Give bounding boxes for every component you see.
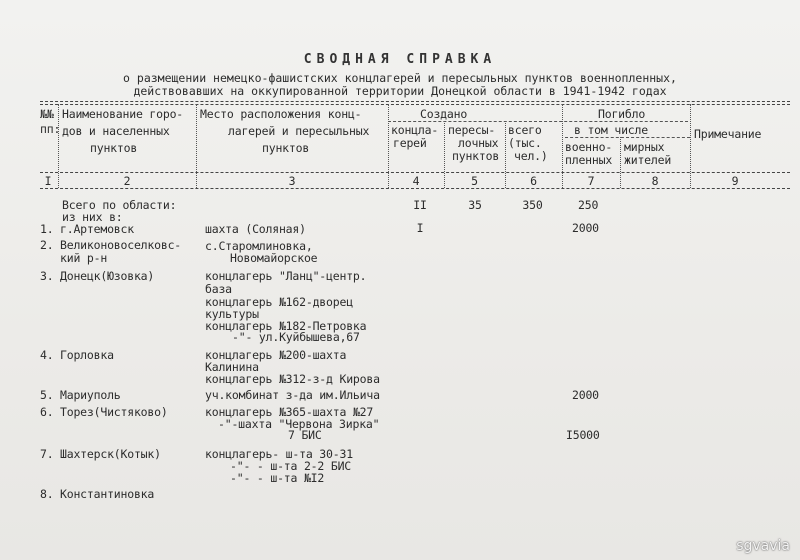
header-col4-line2: герей	[393, 136, 427, 150]
table-top-rule	[40, 101, 790, 102]
document-subtitle-line-1: о размещении немецко-фашистских концлагерей и пересыльных пунктов военнопленных,	[123, 71, 677, 85]
header-group-died: Погибло	[598, 107, 646, 121]
row-5-pow: 2000	[572, 388, 599, 402]
row-4-place-line2: Калинина	[205, 360, 259, 374]
row-1-pow: 2000	[572, 221, 599, 235]
header-col3-line2: лагерей и пересыльных	[228, 124, 370, 138]
totals-sublabel: из них в:	[62, 210, 123, 224]
row-6-city: Торез(Чистяково)	[60, 405, 168, 419]
document-subtitle-line-2: действовавших на оккупированной территории Донецкой области в 1941-1942 годах	[133, 84, 667, 98]
header-col3-line3: пунктов	[262, 141, 310, 155]
row-7-place-line3: -"- - ш-та №I2	[230, 471, 325, 485]
row-5-number: 5.	[40, 388, 54, 402]
row-6-pow: I5000	[566, 428, 600, 442]
header-col6-line1: всего	[508, 123, 542, 137]
header-col8-line1: мирных	[624, 140, 665, 154]
header-bottom-rule	[40, 172, 790, 173]
header-group-died-sub: в том числе	[574, 123, 648, 137]
header-col5-line3: пунктов	[452, 149, 500, 163]
row-2-city-line1: Великоновоселковс-	[60, 238, 182, 252]
row-1-camps: I	[416, 221, 424, 235]
header-col8-line2: жителей	[624, 153, 672, 167]
column-number-6: 6	[530, 174, 537, 188]
column-number-5: 5	[471, 174, 478, 188]
row-6-place-line1: концлагерь №365-шахта №27	[205, 405, 374, 419]
column-number-4: 4	[412, 174, 420, 188]
row-1-place: шахта (Соляная)	[205, 222, 306, 236]
row-1-city: г.Артемовск	[60, 222, 134, 236]
column-number-1: I	[44, 174, 52, 188]
header-col9: Примечание	[694, 127, 762, 141]
row-4-city: Горловка	[60, 348, 114, 362]
row-6-number: 6.	[40, 405, 54, 419]
header-group-created: Создано	[420, 107, 468, 121]
row-3-place-line1: концлагерь "Ланц"-центр.	[205, 269, 367, 283]
totals-pow: 250	[578, 198, 599, 212]
row-3-place-line4: культуры	[205, 307, 259, 321]
row-3-place-line6: -"- ул.Куйбышева,67	[232, 330, 360, 344]
column-number-2: 2	[123, 174, 131, 188]
header-col1-line1: №№	[40, 107, 54, 121]
row-6-place-line3: 7 БИС	[288, 428, 322, 442]
header-col2-line3: пунктов	[90, 141, 138, 155]
header-subgroup-rule	[565, 137, 690, 138]
row-5-city: Мариуполь	[60, 388, 121, 402]
totals-total: 350	[522, 198, 543, 212]
header-col3-line1: Место расположения конц-	[200, 107, 362, 121]
row-2-number: 2.	[40, 238, 54, 252]
column-number-8: 8	[651, 174, 659, 188]
header-col1-line2: пп:	[40, 122, 61, 136]
header-col5-line1: пересы-	[448, 123, 496, 137]
row-3-place-line3: концлагерь №162-дворец	[205, 295, 353, 309]
row-7-city: Шахтерск(Котык)	[60, 447, 161, 461]
row-7-place-line1: концлагерь- ш-та 30-31	[205, 447, 353, 461]
watermark: sgvavia	[736, 538, 790, 554]
totals-camps: II	[413, 198, 427, 212]
row-3-number: 3.	[40, 269, 54, 283]
row-2-place-line2: Новомайорское	[230, 251, 318, 265]
row-8-city: Константиновка	[60, 487, 155, 501]
row-5-place: уч.комбинат з-да им.Ильича	[205, 388, 380, 402]
row-3-place-line5: концлагерь №182-Петровка	[205, 319, 367, 333]
header-col6-line2: (тыс.	[508, 136, 542, 150]
header-col7-line1: военно-	[565, 140, 613, 154]
header-group-rule	[388, 121, 688, 122]
header-col2-line1: Наименование горо-	[62, 107, 184, 121]
row-8-number: 8.	[40, 487, 54, 501]
row-3-city: Донецк(Юзовка)	[60, 269, 155, 283]
header-col5-line2: лочных	[458, 136, 499, 150]
document-title: СВОДНАЯ СПРАВКА	[303, 52, 497, 67]
totals-transit: 35	[468, 198, 482, 212]
row-7-place-line2: -"- - ш-та 2-2 БИС	[230, 459, 352, 473]
row-3-place-line2: база	[205, 282, 232, 296]
table-top-rule-double	[40, 104, 790, 105]
column-number-7: 7	[587, 174, 595, 188]
header-col2-line2: дов и населенных	[62, 124, 170, 138]
row-4-place-line1: концлагерь №200-шахта	[205, 348, 347, 362]
header-col6-line3: чел.)	[514, 149, 548, 163]
row-1-number: 1.	[40, 222, 54, 236]
number-row-bottom-rule	[40, 188, 790, 189]
row-2-city-line2: кий р-н	[60, 251, 108, 265]
totals-label: Всего по области:	[62, 198, 177, 212]
row-2-place-line1: с.Старомлиновка,	[205, 239, 313, 253]
column-number-3: 3	[288, 174, 296, 188]
row-6-place-line2: -"-шахта "Червона Зирка"	[218, 417, 380, 431]
row-4-place-line3: концлагерь №312-з-д Кирова	[205, 372, 380, 386]
row-7-number: 7.	[40, 447, 54, 461]
header-col4-line1: концла-	[391, 123, 439, 137]
header-col7-line2: пленных	[565, 153, 613, 167]
row-4-number: 4.	[40, 348, 54, 362]
column-number-9: 9	[731, 174, 739, 188]
